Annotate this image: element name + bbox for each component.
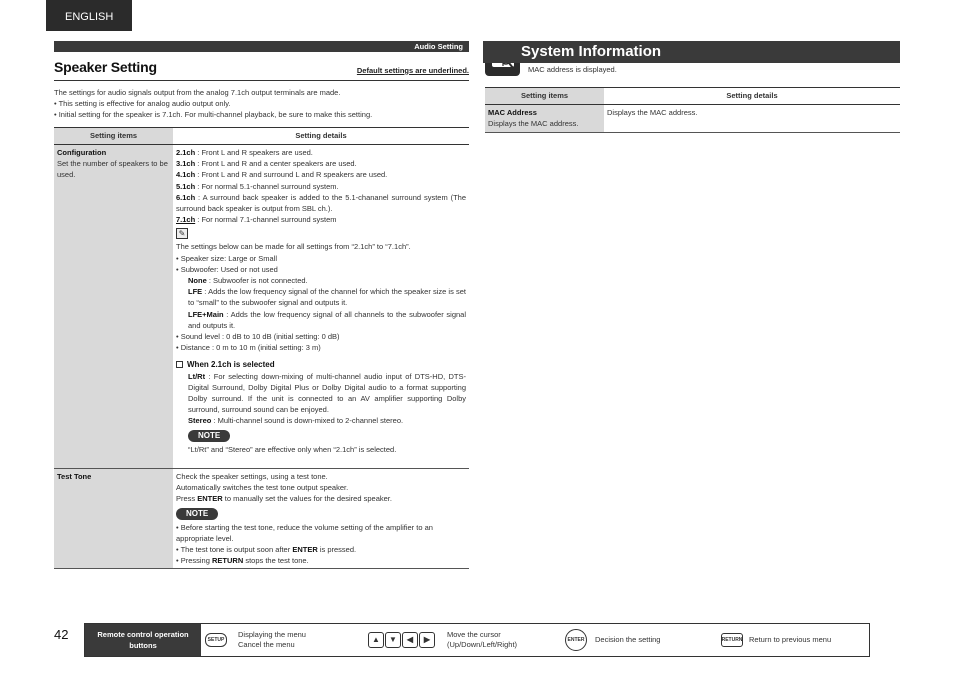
option-line: 7.1ch : For normal 7.1-channel surround system <box>176 215 337 225</box>
option-line: 6.1ch : A surround back speaker is added to the 5.1-chananel surround system (The surround back speaker is output from SBL ch.). <box>176 192 466 213</box>
move-text: (Up/Down/Left/Right) <box>447 640 518 649</box>
language-label: ENGLISH <box>65 11 114 24</box>
note-badge: NOTE <box>188 430 230 442</box>
sub-lfe: LFE : Adds the low frequency signal of the channel for which the speaker size is set to “small” to the subwoofer signal and outputs it. <box>188 287 466 308</box>
arrow-down-icon: ▼ <box>385 632 401 648</box>
page-title: Speaker Setting <box>54 59 157 75</box>
language-tab <box>46 0 132 31</box>
sub-none: None : Subwoofer is not connected. <box>188 275 308 285</box>
note-text: “Lt/Rt” and “Stereo” are effective only when “2.1ch” is selected. <box>188 444 397 454</box>
note-line: • Before starting the test tone, reduce the volume setting of the amplifier to an appropriate level. <box>176 522 433 543</box>
speaker-size: • Speaker size: Large or Small <box>176 253 278 263</box>
item-desc: Displays the MAC address. <box>488 119 579 129</box>
table-row <box>54 144 469 468</box>
speaker-setting-table <box>54 127 469 569</box>
system-information-section <box>485 41 900 133</box>
enter-button-icon: ENTER <box>565 629 587 651</box>
note-line: • The test tone is output soon after ENTER is pressed. <box>176 544 357 554</box>
section-bar: Audio Setting <box>54 41 469 52</box>
page-number: 42 <box>54 627 69 642</box>
note-badge: NOTE <box>176 508 218 520</box>
checkbox-icon <box>176 361 183 368</box>
test-line: Press ENTER to manually set the values for the desired speaker. <box>176 494 392 504</box>
arrow-right-icon: ▶ <box>419 632 435 648</box>
item-configuration: Configuration <box>57 147 107 157</box>
th-setting-details: Setting details <box>604 88 900 105</box>
speaker-setting-section <box>54 41 469 569</box>
th-setting-items: Setting items <box>54 127 173 144</box>
system-info-title: System Information <box>483 41 900 63</box>
when-2-1ch-heading: When 2.1ch is selected <box>176 359 466 370</box>
option-line: 2.1ch : Front L and R speakers are used. <box>176 147 313 157</box>
item-desc: Set the number of speakers to be used. <box>57 159 168 180</box>
test-line: Check the speaker settings, using a test tone. <box>176 471 328 481</box>
system-info-table <box>485 87 900 132</box>
th-setting-details: Setting details <box>173 127 469 144</box>
subwoofer: • Subwoofer: Used or not used <box>176 264 278 274</box>
stereo-text: Stereo : Multi-channel sound is down-mixed to 2-channel stereo. <box>188 416 404 426</box>
setup-button-icon: SETUP <box>205 633 227 647</box>
setup-text: Displaying the menu <box>238 630 306 639</box>
option-line: 3.1ch : Front L and R and a center speakers are used. <box>176 159 357 169</box>
item-mac-address: MAC Address <box>488 108 537 118</box>
sound-level: • Sound level : 0 dB to 10 dB (initial setting: 0 dB) <box>176 331 340 341</box>
divider <box>54 80 469 81</box>
move-text: Move the cursor <box>447 630 501 639</box>
pen-intro: The settings below can be made for all settings from “2.1ch” to “7.1ch”. <box>176 242 411 252</box>
return-text: Return to previous menu <box>749 635 832 644</box>
return-button-icon: RETURN <box>721 633 743 647</box>
arrow-up-icon: ▲ <box>368 632 384 648</box>
sub-lfe-main: LFE+Main : Adds the low frequency signal of all channels to the subwoofer signal and outputs it. <box>188 309 466 330</box>
table-row <box>54 468 469 568</box>
intro-line: The settings for audio signals output from the analog 7.1ch output terminals are made. <box>54 87 341 97</box>
remote-control-footer <box>84 623 870 657</box>
arrow-left-icon: ◀ <box>402 632 418 648</box>
arrow-buttons <box>368 632 436 648</box>
enter-text: Decision the setting <box>595 635 661 644</box>
ltrt-text: Lt/Rt : For selecting down-mixing of multi-channel audio input of DTS-HD, DTS-Digital Surround, Dolby Digital Plus or Dolby Digital audio to a format supporting Dolby surround. If the unit is connected to an AV amplifier supporting Dolby surround, surround sound can be enjoyed. <box>188 371 466 415</box>
intro-line: • Initial setting for the speaker is 7.1ch. For multi-channel playback, be sure to make this setting. <box>54 109 373 119</box>
setup-text: Cancel the menu <box>238 640 295 649</box>
test-line: Automatically switches the test tone output speaker. <box>176 483 349 493</box>
option-line: 4.1ch : Front L and R and surround L and R speakers are used. <box>176 170 388 180</box>
system-info-intro: MAC address is displayed. <box>528 65 617 74</box>
intro-line: • This setting is effective for analog audio output only. <box>54 98 231 108</box>
th-setting-items: Setting items <box>485 88 604 105</box>
distance: • Distance : 0 m to 10 m (initial setting: 3 m) <box>176 343 321 353</box>
note-line: • Pressing RETURN stops the test tone. <box>176 556 309 566</box>
remote-label: Remote control operation buttons <box>85 624 201 656</box>
option-line: 5.1ch : For normal 5.1-channel surround system. <box>176 181 339 191</box>
mac-detail: Displays the MAC address. <box>604 105 900 132</box>
default-note: Default settings are underlined. <box>356 65 469 75</box>
intro-text <box>54 87 469 120</box>
pencil-icon: ✎ <box>176 228 188 239</box>
table-row <box>485 105 900 132</box>
item-test-tone: Test Tone <box>57 471 92 481</box>
